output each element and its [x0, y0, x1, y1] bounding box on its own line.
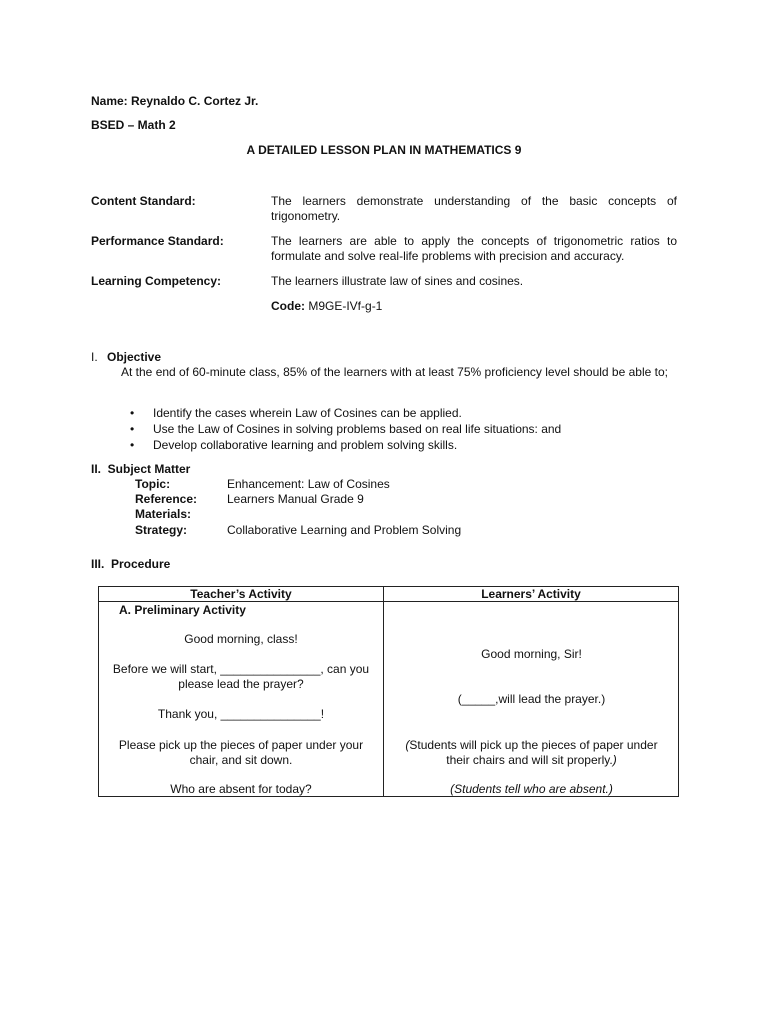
bullet-text: Develop collaborative learning and problem solving skills.	[153, 438, 458, 452]
content-standard-label: Content Standard:	[91, 194, 196, 208]
strategy-label: Strategy:	[135, 523, 188, 537]
learner-line: (_____,will lead the prayer.)	[457, 692, 606, 706]
objective-numeral: I.	[91, 350, 98, 364]
teacher-activity-cell	[99, 602, 384, 797]
content-standard-value: The learners demonstrate understanding of the basic concepts of trigonometry.	[271, 194, 677, 223]
teacher-line: please lead the prayer?	[178, 677, 304, 691]
teacher-line: Good morning, class!	[184, 632, 298, 646]
learners-activity-cell	[384, 602, 679, 797]
learner-line: Good morning, Sir!	[481, 647, 582, 661]
bullet-marker: •	[130, 438, 135, 452]
teacher-line: chair, and sit down.	[189, 753, 293, 767]
teacher-line: Please pick up the pieces of paper under your	[118, 738, 364, 752]
preliminary-activity-heading: A. Preliminary Activity	[119, 603, 246, 617]
reference-value: Learners Manual Grade 9	[227, 492, 364, 506]
subject-matter-heading: II. Subject Matter	[91, 462, 191, 476]
learner-line: (Students tell who are absent.)	[450, 782, 613, 796]
objective-heading: Objective	[107, 350, 162, 364]
author-name: Name: Reynaldo C. Cortez Jr.	[91, 94, 259, 108]
code-label: Code:	[271, 299, 305, 313]
code-value: M9GE-IVf-g-1	[308, 299, 383, 313]
bullet-marker: •	[130, 422, 135, 436]
performance-standard-value: The learners are able to apply the concepts of trigonometric ratios to formulate and solve real-life problems with precision and accuracy.	[271, 234, 677, 263]
bullet-marker: •	[130, 406, 135, 420]
topic-label: Topic:	[135, 477, 171, 491]
table-header-row	[99, 587, 679, 602]
objective-intro: At the end of 60-minute class, 85% of the learners with at least 75% proficiency level should be able to;	[121, 365, 668, 379]
teacher-line: Who are absent for today?	[170, 782, 312, 796]
performance-standard-label: Performance Standard:	[91, 234, 224, 248]
learning-competency-value: The learners illustrate law of sines and cosines.	[271, 274, 524, 288]
teacher-line: Before we will start, _______________, can you	[112, 662, 370, 676]
document-title: A DETAILED LESSON PLAN IN MATHEMATICS 9	[246, 143, 522, 157]
learning-competency-label: Learning Competency:	[91, 274, 222, 288]
course-line: BSED – Math 2	[91, 118, 176, 132]
bullet-text: Identify the cases wherein Law of Cosines can be applied.	[153, 406, 462, 420]
learner-line: (Students will pick up the pieces of paper under	[405, 738, 658, 752]
procedure-heading: III. Procedure	[91, 557, 171, 571]
strategy-value: Collaborative Learning and Problem Solving	[227, 523, 462, 537]
table-row	[99, 602, 679, 797]
procedure-table	[98, 586, 679, 797]
materials-label: Materials:	[135, 507, 192, 521]
reference-label: Reference:	[135, 492, 198, 506]
teacher-line: Thank you, _______________!	[157, 707, 325, 721]
bullet-text: Use the Law of Cosines in solving problems based on real life situations: and	[153, 422, 562, 436]
learner-line: their chairs and will sit properly.)	[446, 753, 617, 767]
code-line	[271, 299, 382, 313]
learners-activity-header: Learners’ Activity	[384, 587, 679, 602]
teacher-activity-header: Teacher’s Activity	[99, 587, 384, 602]
topic-value: Enhancement: Law of Cosines	[227, 477, 390, 491]
